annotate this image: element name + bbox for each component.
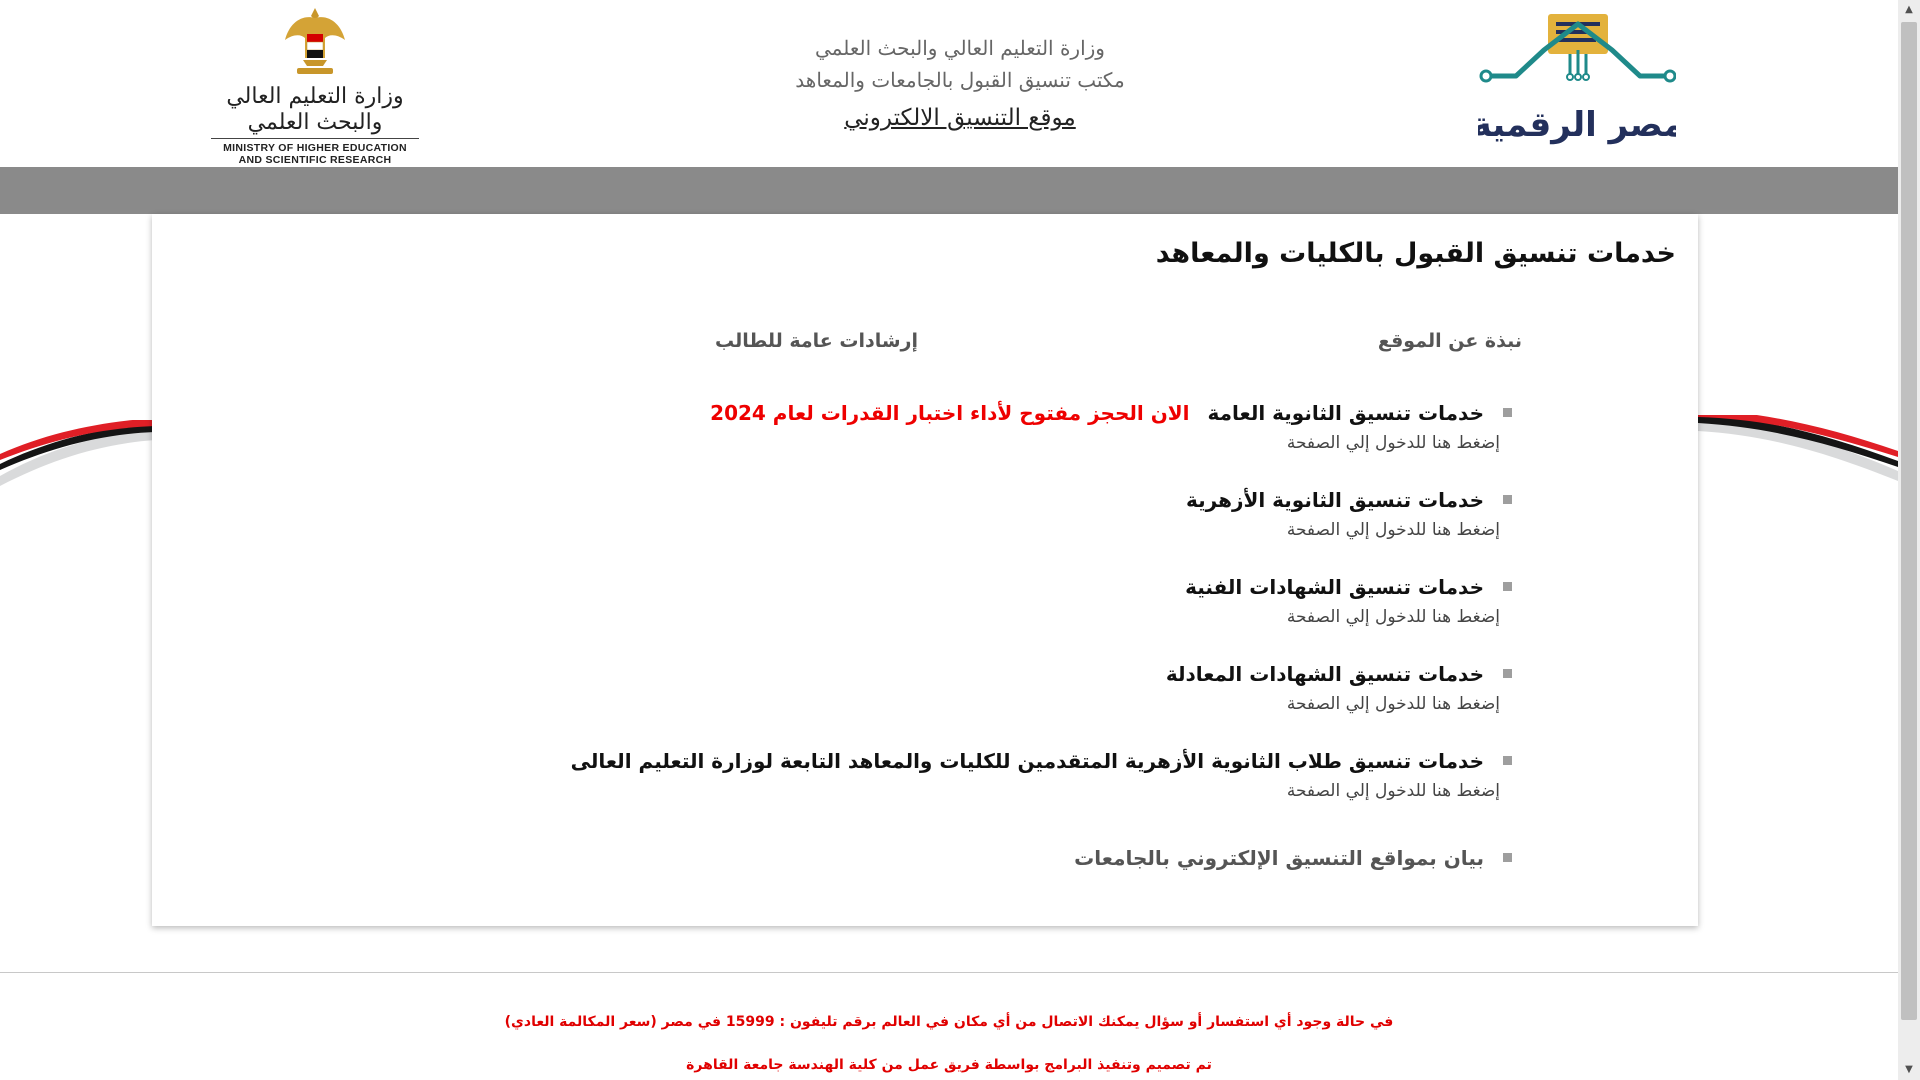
flag-wave-right [1698,415,1898,481]
ministry-logo-arabic: وزارة التعليم العالي والبحث العلمي [226,84,404,135]
footer-credits: تم تصميم وتنفيذ البرامج بواسطة فريق عمل من كلية الهندسة جامعة القاهرة [686,1057,1212,1073]
service-item-azhar-secondary [412,485,1512,545]
service-title[interactable]: خدمات تنسيق الشهادات المعادلة [1165,662,1484,686]
site-header [0,0,1898,167]
ministry-title: وزارة التعليم العالي والبحث العلمي [815,36,1105,60]
service-title[interactable]: خدمات تنسيق الشهادات الفنية [1185,575,1484,599]
service-item-equivalent-certificates [412,659,1512,719]
egypt-logo-text: مصر الرقمية [1478,105,1676,145]
square-bullet-icon [1503,669,1512,678]
eagle-emblem-icon [283,4,347,80]
scrollbar-thumb[interactable] [1901,22,1917,1020]
tab-about-site[interactable]: نبذة عن الموقع [1377,330,1522,352]
service-item-university-sites [412,843,1512,873]
service-title[interactable]: خدمات تنسيق الثانوية الأزهرية [1186,488,1484,512]
square-bullet-icon [1503,756,1512,765]
service-item-general-secondary [412,398,1512,458]
service-enter-link[interactable]: إضغط هنا للدخول إلي الصفحة [1286,520,1500,540]
header-titles [700,32,1220,136]
egypt-digital-logo[interactable] [1478,10,1676,145]
service-enter-link[interactable]: إضغط هنا للدخول إلي الصفحة [1286,781,1500,801]
scroll-down-arrow[interactable]: ▼ [1905,1064,1913,1075]
footer-divider [0,972,1898,973]
services-list [412,398,1512,900]
service-enter-link[interactable]: إضغط هنا للدخول إلي الصفحة [1286,433,1500,453]
service-title[interactable]: خدمات تنسيق طلاب الثانوية الأزهرية المتقدمين للكليات والمعاهد التابعة لوزارة التعليم العالى [570,749,1484,773]
page-title: خدمات تنسيق القبول بالكليات والمعاهد [1155,238,1676,269]
service-alert[interactable]: الان الحجز مفتوح لأداء اختبار القدرات لعام 2024 [710,401,1190,425]
footer-contact: في حالة وجود أي استفسار أو سؤال يمكنك الاتصال من أي مكان في العالم برقم تليفون : 15999 في مصر (سعر المكالمة العادي) [504,1014,1394,1030]
site-title-link[interactable]: موقع التنسيق الالكتروني [844,105,1076,131]
square-bullet-icon [1503,853,1512,862]
service-enter-link[interactable]: إضغط هنا للدخول إلي الصفحة [1286,694,1500,714]
ministry-logo-english-line1: MINISTRY OF HIGHER EDUCATION [223,142,407,154]
service-title[interactable]: بيان بمواقع التنسيق الإلكتروني بالجامعات [1074,846,1484,870]
service-item-technical-certificates [412,572,1512,632]
square-bullet-icon [1503,495,1512,504]
header-gray-bar [0,167,1898,214]
ministry-logo[interactable] [205,4,425,164]
ministry-logo-english [211,138,419,166]
scroll-up-arrow[interactable]: ▲ [1905,4,1913,15]
square-bullet-icon [1503,408,1512,417]
egypt-digital-logo-icon [1478,10,1676,145]
main-content-card [152,214,1698,926]
square-bullet-icon [1503,582,1512,591]
flag-wave-left [0,420,155,486]
service-enter-link[interactable]: إضغط هنا للدخول إلي الصفحة [1286,607,1500,627]
vertical-scrollbar[interactable] [1898,0,1920,1080]
office-title: مكتب تنسيق القبول بالجامعات والمعاهد [795,68,1125,92]
service-title[interactable]: خدمات تنسيق الثانوية العامة [1207,401,1484,425]
service-item-azhar-higher-education [412,746,1512,806]
ministry-logo-english-line2: AND SCIENTIFIC RESEARCH [238,154,392,166]
tab-student-guidelines[interactable]: إرشادات عامة للطالب [714,330,918,352]
